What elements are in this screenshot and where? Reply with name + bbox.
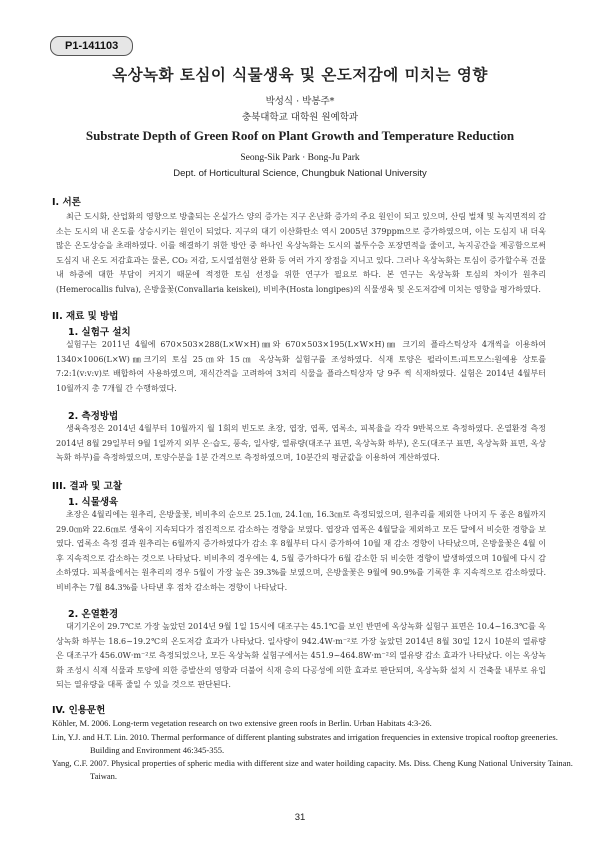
thermal-environment-paragraph: 대기기온이 29.7℃로 가장 높았던 2014년 9월 1일 15시에 대조구는 45.1℃를 보인 반면에 옥상녹화 실험구 표면은 10.4~16.3℃를 옥상녹화 하부는 18.6~19.2℃의 온도저감 효과가 나타났다. 일사량이 942.4W·m⁻²로 가장 높았던 2014년 8월 30일 12시 10분의 열류량은 대조구가 456.0W·m⁻²로 측정되었으나, 모든 옥상녹화 실험구에서는 451.9~464.8W·m⁻²의 열유량 감소 효과가 나타났다. 이는 옥상녹화 조성시 식재 식물과 토양에 의한 증발산의 영향과 더불어 식재 층의 다공성에 의한 효과로 판단되며, 옥상녹화 설치 시 건축물 내부로 유입되는 열유량을 대폭 줄일 수 있을 것으로 판단된다.	[56, 622, 546, 690]
reference-item: Köhler, M. 2006. Long-term vegetation research on two extensive green roofs in Berlin. Urban Habitats 4:3-26.	[52, 718, 432, 728]
plot-setup-paragraph: 실험구는 2011년 4월에 670×503×288(L×W×H)㎜와 670×503×195(L×W×H)㎜ 크기의 플라스틱상자 4개씩을 이용하여 1340×1006(L×W)㎜크기의 토심 25㎝와 15㎝ 옥상녹화 실험구를 조성하였다. 식재 토양은 펄라이트:피트모스:원예용 상토를 7:2:1(v:v:v)로 배합하여 사용하였으며, 재식간격을 고려하여 3처리 식물을 플라스틱상자 당 9주 씩 식재하였다. 실험은 2014년 4월부터 10월까지 총 7개월 간 수행하였다.	[56, 340, 546, 393]
affiliation-korean: 충북대학교 대학원 원예학과	[241, 112, 359, 123]
plant-growth-paragraph: 초장은 4월리에는 원추리, 은방울꽃, 비비추의 순으로 25.1㎝, 24.1㎝, 16.3㎝로 측정되었으며, 원추리를 제외한 나머지 두 종은 8월까지 29.0㎝와 22.6㎝로 생육이 지속되다가 점진적으로 감소하는 경향을 보였다. 엽장과 엽폭은 4월달을 제외하고 모든 달에서 비슷한 경향을 보였다. 엽록소 측정 결과 원추리는 6월까지 증가하였다가 감소 후 8월부터 다시 증가하여 10월 재 감소 경향이 나타났으며, 은방울꽃은 4월 이후 지속적으로 감소하는 것으로 나타났다. 비비추의 경우에는 4, 5월 증가하다가 6월 감소한 뒤 비슷한 경향이 발생하였으며 10월에 다시 감소하였다. 피복율에서는 원추리의 경우 5월이 가장 높은 39.3%를 보였으며, 은방울꽃은 9월에 90.9%를 기록한 후 지속적으로 감소하였다. 비비추는 7월 84.3%를 나타낸 후 점차 감소하는 경향이 나타났다.	[56, 510, 546, 592]
title-english: Substrate Depth of Green Roof on Plant Growth and Temperature Reduction	[85, 128, 515, 143]
section-heading-methods: II. 재료 및 방법	[52, 311, 119, 322]
abstract-id-badge: P1-141103	[50, 36, 133, 56]
page-number: 31	[294, 812, 306, 823]
reference-item: Yang, C.F. 2007. Physical properties of spheric media with different size and water hoilding capacity. Ms. Diss. Cheng Kung National University Tainan. Taiwan.	[52, 758, 573, 781]
subheading-thermal-environment: 2. 온열환경	[68, 609, 119, 620]
section-heading-results: III. 결과 및 고찰	[52, 481, 123, 492]
section-heading-introduction: I. 서론	[52, 197, 81, 208]
subheading-plant-growth: 1. 식물생육	[68, 497, 119, 508]
authors-korean: 박성식 · 박봉주*	[265, 96, 335, 107]
subheading-plot-setup: 1. 실험구 설치	[68, 327, 131, 338]
section-heading-references: IV. 인용문헌	[52, 705, 106, 716]
authors-english: Seong-Sik Park · Bong-Ju Park	[240, 153, 360, 163]
introduction-paragraph: 최근 도시화, 산업화의 영향으로 방출되는 온실가스 양의 증가는 지구 온난화 증가의 주요 원인이 되고 있으며, 산림 벌채 및 녹지면적의 감소는 도시의 내 온도를 상승시키는 원인이 되었다. 지구의 대기 이산화탄소 역시 2005년 379ppm으로 증가하였으며, 이는 도심지 내 더욱 많은 온도상승을 초래하였다. 이를 해결하기 위한 방안 중 하나인 옥상녹화는 도시의 불투수층 포장면적을 줄이고, 녹지공간을 제공함으로써 도심지 내 온도 저감효과는 물론, CO₂ 저감, 도시열섬현상 완화 등 여러 가지 장점을 지니고 있다. 그러나 옥상녹화는 토심이 증가할수록 건물 내 하중에 대한 부담이 커지기 때문에 적정한 토심 선정을 위한 연구가 필요로 하다. 본 연구는 옥상녹화 토심의 차이가 원추리(Hemerocallis fulva), 은방울꽃(Convallaria keiskei), 비비추(Hosta longipes)의 식물생육 및 온도저감에 미치는 영향을 평가하였다.	[56, 212, 546, 294]
reference-item: Lin, Y.J. and H.T. Lin. 2010. Thermal performance of different planting substrates and irrigation frequencies in extensive tropical rooftop greeneries. Building and Environment 46:345-355.	[52, 732, 558, 755]
title-korean: 옥상녹화 토심이 식물생육 및 온도저감에 미치는 영향	[112, 65, 488, 84]
affiliation-english: Dept. of Horticultural Science, Chungbuk National University	[173, 168, 427, 179]
measurement-paragraph: 생육측정은 2014년 4월부터 10월까지 월 1회의 빈도로 초장, 엽장, 엽폭, 엽록소, 피복율을 각각 9반복으로 측정하였다. 온열환경 측정 2014년 8월 29일부터 9월 1일까지 외부 온·습도, 풍속, 일사량, 열류량(대조구 표면, 옥상녹화 하부), 온도(대조구 표면, 옥상녹화 표면, 옥상녹화 하부)를 측정하였으며, 토양수분을 1분 간격으로 측정하였으며, 10분간의 평균값을 이용하여 계산하였다.	[56, 424, 546, 463]
subheading-measurement: 2. 측정방법	[68, 411, 119, 422]
